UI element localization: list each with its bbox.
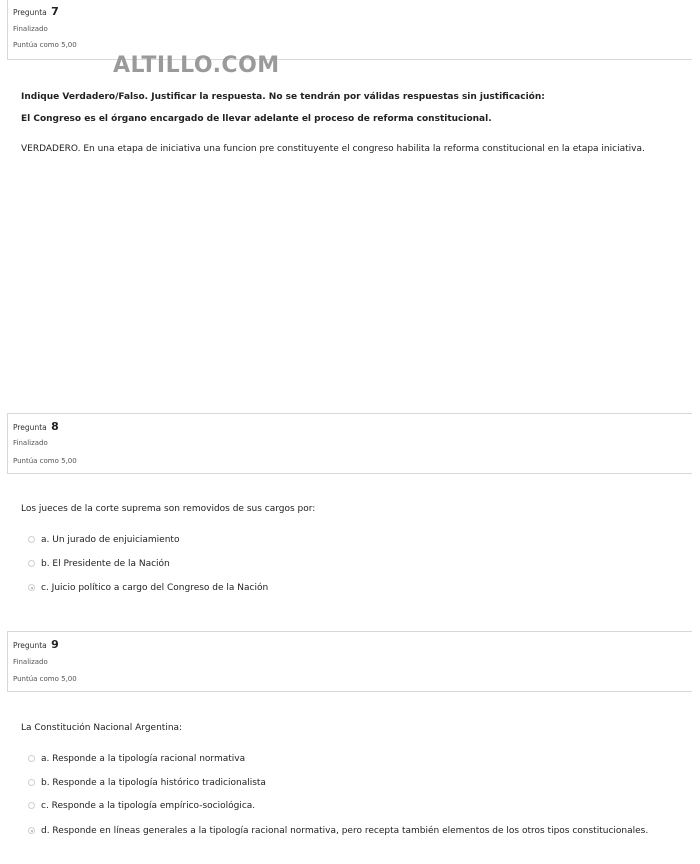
radio-button[interactable] (28, 755, 35, 762)
option-c[interactable] (28, 582, 268, 595)
radio-button[interactable] (28, 536, 35, 543)
radio-button-selected[interactable] (28, 827, 35, 834)
question-state: Finalizado (13, 658, 48, 666)
option-label: b. El Presidente de la Nación (41, 559, 170, 569)
radio-button[interactable] (28, 779, 35, 786)
option-a[interactable] (28, 534, 179, 547)
question-info-9 (7, 631, 692, 692)
answer-text: VERDADERO. En una etapa de iniciativa una funcion pre constituyente el congreso habilita la reforma constitucional en la etapa iniciativa. (21, 144, 645, 154)
question-prefix: Pregunta (13, 8, 47, 17)
question-number-value: 8 (51, 420, 59, 433)
question-prefix: Pregunta (13, 641, 47, 650)
question-instruction: Indique Verdadero/Falso. Justificar la respuesta. No se tendrán por válidas respuestas sin justificación: (21, 92, 545, 102)
option-label: a. Responde a la tipología racional normativa (41, 754, 246, 764)
question-number (13, 5, 59, 18)
question-number-value: 7 (51, 5, 59, 18)
question-number (13, 638, 59, 651)
question-text: La Constitución Nacional Argentina: (21, 723, 183, 733)
question-info-7 (7, 0, 692, 60)
question-prefix: Pregunta (13, 423, 47, 432)
option-b[interactable] (28, 777, 266, 790)
option-label: a. Un jurado de enjuiciamiento (41, 535, 180, 545)
question-statement: El Congreso es el órgano encargado de llevar adelante el proceso de reforma constitucional. (21, 114, 492, 124)
radio-button[interactable] (28, 560, 35, 567)
question-grade: Puntúa como 5,00 (13, 41, 77, 49)
question-grade: Puntúa como 5,00 (13, 457, 77, 465)
question-number-value: 9 (51, 638, 59, 651)
question-info-8 (7, 413, 692, 474)
option-label: d. Responde en líneas generales a la tipología racional normativa, pero recepta también elementos de los otros tipos constitucionales. (41, 826, 649, 836)
option-a[interactable] (28, 753, 245, 766)
option-c[interactable] (28, 800, 255, 813)
question-state: Finalizado (13, 25, 48, 33)
radio-button[interactable] (28, 802, 35, 809)
question-text: Los jueces de la corte suprema son removidos de sus cargos por: (21, 504, 316, 514)
option-label: c. Juicio político a cargo del Congreso de la Nación (41, 583, 269, 593)
watermark: ALTILLO.COM (113, 53, 280, 78)
question-number (13, 420, 59, 433)
option-b[interactable] (28, 558, 170, 571)
option-label: c. Responde a la tipología empírico-sociológica. (41, 801, 256, 811)
question-grade: Puntúa como 5,00 (13, 675, 77, 683)
radio-button-selected[interactable] (28, 584, 35, 591)
option-label: b. Responde a la tipología histórico tradicionalista (41, 778, 266, 788)
question-state: Finalizado (13, 439, 48, 447)
option-d[interactable] (28, 825, 658, 838)
